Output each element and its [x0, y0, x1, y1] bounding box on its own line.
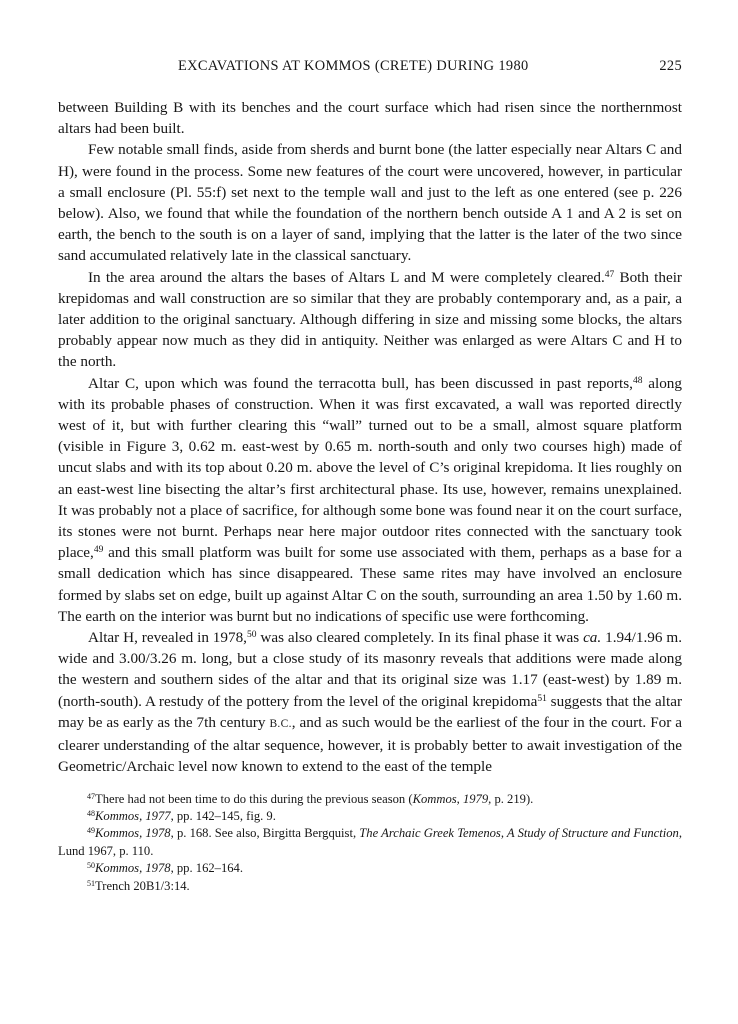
paragraph-4	[58, 373, 682, 627]
body-text	[58, 97, 682, 778]
abbrev-bc: B.C.	[269, 717, 292, 730]
paragraph-5-text-e: , and as such would be the earliest of the four in the court. For a clearer understanding of the altar sequence, however, it is probably better to await investigation of the Geometric/Archaic level now known to extend to the east of the temple	[58, 713, 683, 776]
footnote-ref-48[interactable]: 48	[632, 375, 643, 386]
paragraph-3-text-b: Both their krepidomas and wall construction are so similar that they are probably contemporary and, as a pair, a later addition to the original sanctuary. Although differing in size and missing some blocks, the altars probably appear now much as they did in antiquity. Neither was enlarged as were Altars C and H to the north.	[58, 268, 682, 371]
footnote-text: , p. 219).	[488, 791, 534, 806]
footnote-number: 51	[87, 878, 95, 888]
footnote-text: , p. 168. See also, Birgitta Bergquist,	[170, 826, 360, 841]
paragraph-3	[58, 267, 682, 373]
footnote-book-title: The Archaic Greek Temenos, A Study of Structure and Function	[359, 826, 679, 841]
paragraph-3-text-a: In the area around the altars the bases of Altars L and M were completely cleared.	[88, 268, 605, 286]
footnote-number: 50	[87, 861, 95, 871]
footnote-text: , pp. 142–145, fig. 9.	[170, 808, 276, 823]
footnote-citation: Kommos, 1979	[412, 791, 489, 806]
paragraph-1	[58, 97, 682, 139]
footnote-48	[58, 808, 682, 825]
paragraph-5-text-b: was also cleared completely. In its final phase it was	[256, 629, 584, 647]
footnote-ref-47[interactable]: 47	[604, 269, 615, 280]
paragraph-5-text-a: Altar H, revealed in 1978,	[88, 629, 247, 647]
document-page	[58, 58, 682, 895]
paragraph-4-text-a: Altar C, upon which was found the terracotta bull, has been discussed in past reports,	[88, 374, 633, 392]
page-number: 225	[659, 58, 682, 74]
footnote-text: , Lund 1967, p. 110.	[58, 826, 683, 858]
footnote-47	[58, 791, 682, 808]
footnote-citation: Kommos, 1977	[95, 808, 171, 823]
paragraph-2	[58, 139, 682, 266]
footnotes	[58, 791, 682, 895]
paragraph-5	[58, 627, 682, 777]
running-title: EXCAVATIONS AT KOMMOS (CRETE) DURING 1980	[178, 58, 529, 74]
paragraph-4-text-c: and this small platform was built for some use associated with them, perhaps as a base for a small dedication which has since disappeared. These same rites may have involved an enclosure formed by slabs set on edge, built up against Altar C on the south, surrounding an area 1.50 by 1.60 m. The earth on the interior was burnt but no indications of specific use were forthcoming.	[58, 544, 682, 625]
footnote-text: , pp. 162–164.	[170, 861, 243, 876]
footnote-number: 48	[87, 808, 95, 818]
footnote-number: 49	[87, 826, 95, 836]
footnote-text: Trench 20B1/3:14.	[95, 878, 190, 893]
footnote-51	[58, 878, 682, 895]
footnote-text: There had not been time to do this during the previous season (	[95, 791, 413, 806]
paragraph-4-text-b: along with its probable phases of construction. When it was first excavated, a wall was reported directly west of it, but with further clearing this “wall” turned out to be a small, almost square platform (visible in Figure 3, 0.62 m. east-west by 0.65 m. north-south and only two courses high) made of uncut slabs and with its top about 0.20 m. above the level of C’s original krepidoma. It lies roughly on an east-west line bisecting the altar’s first architectural phase. Its use, however, remains unexplained. It was probably not a place of sacrifice, for although some bone was found near it on the court surface, its stones were not burnt. Perhaps near here major outdoor rites connected with the sanctuary took place,	[58, 374, 682, 562]
paragraph-1-text: between Building B with its benches and the court surface which had risen since the northernmost altars had been built.	[58, 99, 682, 138]
footnote-number: 47	[87, 791, 95, 801]
footnote-49	[58, 825, 682, 860]
running-header	[58, 58, 682, 78]
abbrev-ca: ca.	[583, 629, 602, 647]
footnote-ref-50[interactable]: 50	[246, 630, 257, 641]
footnote-ref-51[interactable]: 51	[537, 693, 547, 704]
footnote-citation: Kommos, 1978	[95, 826, 171, 841]
paragraph-5-text-c: 1.94/1.96 m. wide and 3.00/3.26 m. long, but a close study of its masonry reveals that additions were made along the western and southern sides of the altar and that its original size was 1.17 (east-west) by 1.89 m. (north-south). A restudy of the pottery from the level of the original krepidoma	[58, 629, 682, 710]
paragraph-5-text-d: suggests that the altar may be as early as the 7th century	[58, 692, 682, 731]
footnote-citation: Kommos, 1978	[95, 861, 171, 876]
footnote-ref-49[interactable]: 49	[93, 545, 104, 556]
paragraph-2-text: Few notable small finds, aside from sherds and burnt bone (the latter especially near Altars C and H), were found in the process. Some new features of the court were uncovered, however, in particular a small enclosure (Pl. 55:f) set next to the temple wall and just to the left as one entered (see p. 226 below). Also, we found that while the foundation of the northern bench outside A 1 and A 2 is set on earth, the bench to the south is on a layer of sand, implying that the latter is the later of the two since sand accumulated relatively late in the classical sanctuary.	[58, 141, 682, 265]
footnote-50	[58, 860, 682, 877]
